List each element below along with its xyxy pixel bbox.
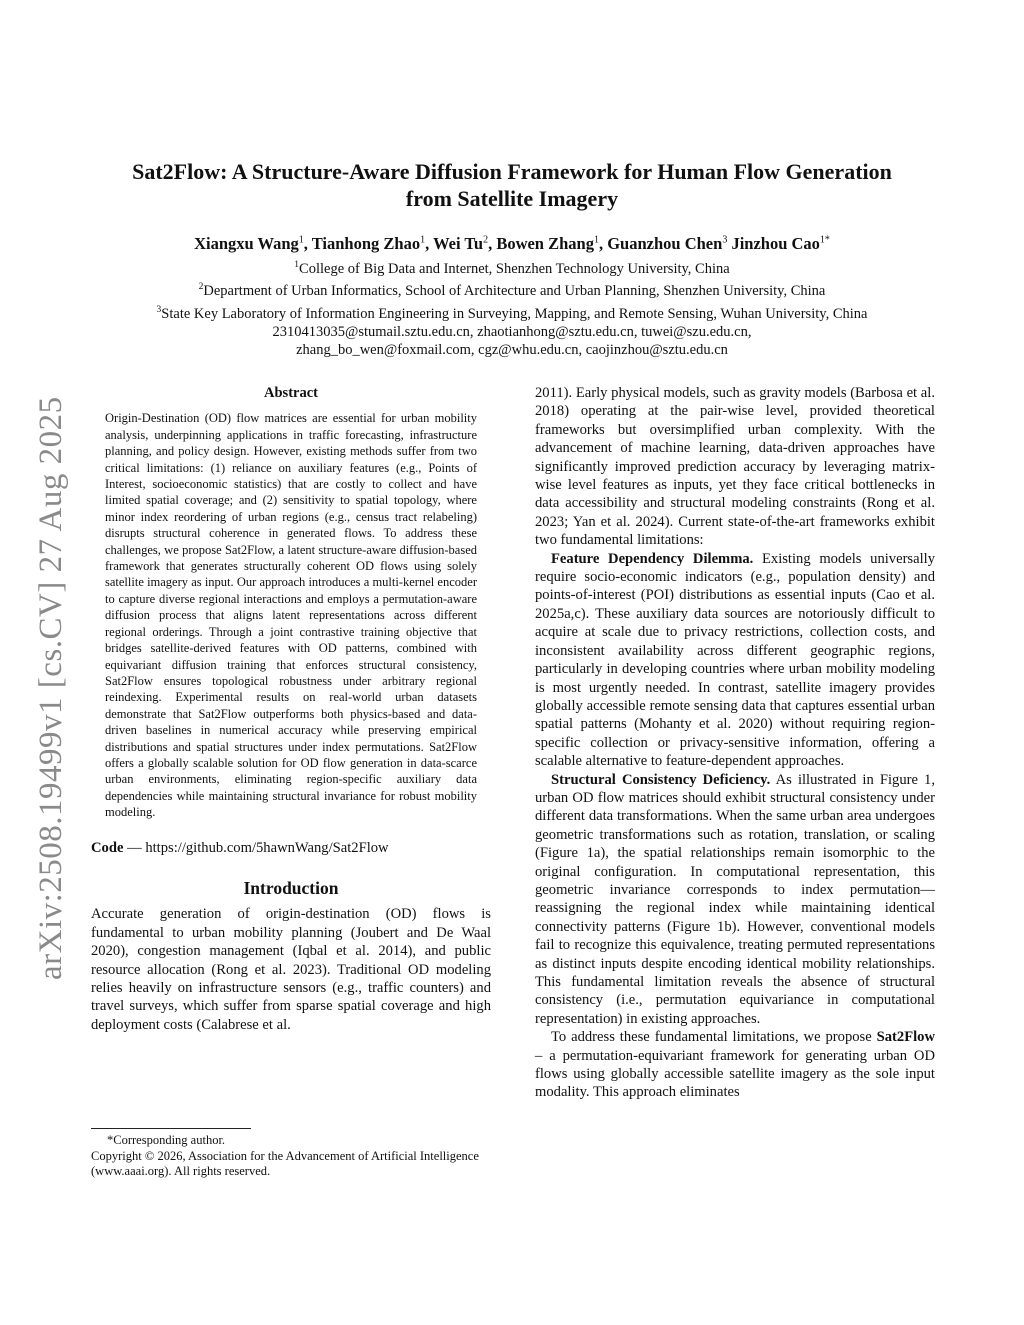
proposal-paragraph: To address these fundamental limitations, we propose Sat2Flow – a permutation-equivariant framework for generating urban OD flows using globally accessible satellite imagery as the sole input modality. This approach eliminates bbox=[535, 1029, 935, 1101]
affiliation-1: $^1$College of Big Data and Internet, Shenzhen Technology University, China bbox=[294, 260, 730, 277]
affiliations bbox=[80, 256, 944, 360]
corresponding-author-note: *Corresponding author. bbox=[107, 1133, 226, 1147]
author-5: Guanzhou Chen$^3$ bbox=[607, 233, 728, 253]
sat2flow-name: Sat2Flow bbox=[876, 1029, 935, 1046]
right-paragraph-1: 2011). Early physical models, such as gravity models (Barbosa et al. 2018) operating at the pair-wise level, provided theoretical frameworks but oversimplified urban complexity. With the advancement of machine learning, data-driven approaches have significantly improved prediction accuracy by leveraging matrix-wise level features as inputs, yet they face critical bottlenecks in data accessibility and structural modeling constraints (Rong et al. 2023; Yan et al. 2024). Current state-of-the-art frameworks exhibit two fundamental limitations: bbox=[535, 385, 935, 549]
author-list bbox=[80, 229, 944, 255]
author-4: Bowen Zhang$^1$, bbox=[496, 233, 608, 253]
left-column bbox=[91, 384, 491, 1034]
copyright-notice: Copyright © 2026, Association for the Advancement of Artificial Intelligence (www.aaai.org). All rights reserved. bbox=[91, 1148, 479, 1178]
email-line-2: zhang_bo_wen@foxmail.com, cgz@whu.edu.cn, caojinzhou@sztu.edu.cn bbox=[296, 342, 728, 359]
arxiv-identifier: arXiv:2508.19499v1 [cs.CV] 27 Aug 2025 bbox=[33, 396, 69, 980]
footnote bbox=[91, 1128, 491, 1180]
footnote-rule bbox=[91, 1128, 251, 1129]
intro-paragraph-1: Accurate generation of origin-destination (OD) flows is fundamental to urban mobility planning (Joubert and De Waal 2020), congestion management (Iqbal et al. 2014), and public resource allocation (Rong et al. 2023). Traditional OD modeling relies heavily on infrastructure sensors (e.g., traffic counters) and travel surveys, which suffer from sparse spatial coverage and high deployment costs (Calabrese et al. bbox=[91, 906, 491, 1033]
right-column bbox=[535, 384, 935, 1102]
affiliation-2: $^2$Department of Urban Informatics, School of Architecture and Urban Planning, Shenzhen University, China bbox=[198, 282, 826, 300]
paper-title bbox=[80, 158, 944, 212]
title-line-1: Sat2Flow: A Structure-Aware Diffusion Framework for Human Flow Generation bbox=[132, 159, 892, 184]
code-link[interactable] bbox=[91, 839, 491, 857]
code-label: Code bbox=[91, 839, 124, 856]
affiliation-3: $^3$State Key Laboratory of Information Engineering in Surveying, Mapping, and Remote Sensing, Wuhan University, China bbox=[156, 304, 868, 322]
feature-dependency-paragraph: Feature Dependency Dilemma. Existing models universally require socio-economic indicators (e.g., population density) and points-of-interest (POI) distributions as essential inputs (Cao et al. 2025a,c). These auxiliary data sources are notoriously difficult to acquire at scale due to privacy restrictions, collection costs, and inconsistent availability across different geographic regions, particularly in developing countries where urban mobility modeling is most urgently needed. In contrast, satellite imagery provides globally accessible remote sensing data that captures essential urban spatial patterns (Mohanty et al. 2020) without requiring region-specific collection or privacy-sensitive information, offering a scalable alternative to feature-dependent approaches. bbox=[535, 550, 935, 770]
code-url[interactable]: — https://github.com/5hawnWang/Sat2Flow bbox=[123, 839, 389, 856]
feature-dependency-heading: Feature Dependency Dilemma. bbox=[551, 550, 754, 567]
email-line-1: 2310413035@stumail.sztu.edu.cn, zhaotianhong@sztu.edu.cn, tuwei@szu.edu.cn, bbox=[272, 323, 752, 340]
title-line-2: from Satellite Imagery bbox=[405, 186, 619, 211]
author-6: Jinzhou Cao$^{1*}$ bbox=[731, 233, 830, 253]
structural-consistency-paragraph: Structural Consistency Deficiency. As illustrated in Figure 1, urban OD flow matrices should exhibit structural consistency under different data transformations. When the same urban area undergoes geometric transformations such as rotation, translation, or scaling (Figure 1a), the spatial relationships remain isomorphic to the original configuration. In computational representation, this geometric invariance corresponds to index permutation—reassigning the regional index while maintaining identical connectivity patterns (Figure 1b). However, conventional models fail to recognize this equivalence, treating permuted representations as distinct inputs despite encoding identical mobility relationships. This fundamental limitation reveals the absence of structural consistency (i.e., permutation equivariance in computational representation) in existing approaches. bbox=[535, 771, 935, 1027]
introduction-heading: Introduction bbox=[243, 877, 339, 898]
abstract-heading: Abstract bbox=[264, 385, 318, 401]
author-2: Tianhong Zhao$^1$, bbox=[311, 233, 434, 253]
abstract-body: Origin-Destination (OD) flow matrices are essential for urban mobility analysis, underpinning applications in traffic forecasting, infrastructure planning, and policy design. However, existing methods suffer from two critical limitations: (1) reliance on auxiliary features (e.g., Points of Interest, socioeconomic statistics) that are costly to collect and have limited spatial coverage; and (2) sensitivity to spatial topology, where minor index reordering of urban regions (e.g., census tract relabeling) disrupts structural coherence in generated flows. To address these challenges, we propose Sat2Flow, a latent structure-aware diffusion-based framework that generates structurally coherent OD flows using solely satellite imagery as input. Our approach introduces a multi-kernel encoder to capture diverse regional interactions and employs a permutation-aware diffusion process that aligns latent representations across different regional orderings. Through a joint contrastive training objective that bridges satellite-derived features with OD patterns, combined with equivariant diffusion training that enforces structural consistency, Sat2Flow ensures topological robustness under arbitrary regional reindexing. Experimental results on real-world urban datasets demonstrate that Sat2Flow outperforms both physics-based and data-driven baselines in numerical accuracy while preserving empirical distributions and spatial structures under index permutations. Sat2Flow offers a globally scalable solution for OD flow generation in data-scarce urban environments, eliminating region-specific auxiliary data dependencies while maintaining structural invariance for robust mobility modeling. bbox=[105, 411, 477, 820]
structural-consistency-heading: Structural Consistency Deficiency. bbox=[551, 771, 771, 788]
author-1: Xiangxu Wang$^1$, bbox=[194, 233, 312, 253]
author-3: Wei Tu$^2$, bbox=[433, 233, 497, 253]
